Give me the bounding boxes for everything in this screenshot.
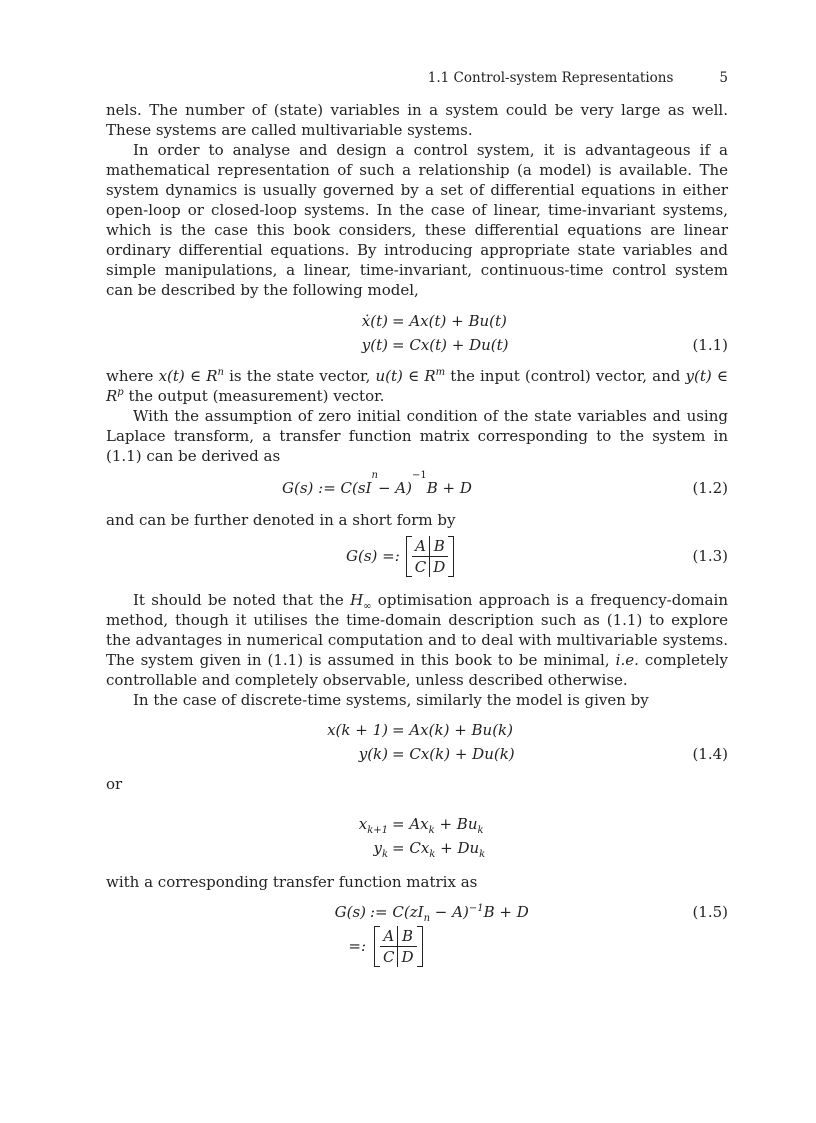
equation-1-4: x(k + 1) = Ax(k) + Bu(k) y(k) = Cx(k) + Du(k) (1.4) [106, 718, 728, 766]
paragraph: In order to analyse and design a control system, it is advantageous if a mathematical representation of such a relationship (a model) is available. The system dynamics is usually governed by a set of differential equations in either open-loop or closed-loop systems. In the case of linear, time-invariant systems, which is the case this book considers, these differential equations are linear ordinary differential equations. By introducing appropriate state variables and simple manipulations, a linear, time-invariant, continuous-time control system can be described by the following model, [106, 141, 728, 299]
paragraph: or [106, 775, 123, 793]
equation-number: (1.4) [692, 745, 728, 763]
paragraph: where x(t) ∈ $R^n$ is the state vector, u(t) ∈ $R^m$ the input (control) vector, and y(t) ∈ $R^p$ the output (measurement) vector. [106, 367, 729, 405]
paragraph: With the assumption of zero initial condition of the state variables and using Laplace transform, a transfer function matrix corresponding to the system in (1.1) can be derived as [106, 407, 728, 465]
paragraph: It should be noted that the $H_\infty$ optimisation approach is a frequency-domain method, though it utilises the time-domain description such as (1.1) to explore the advantages in numerical computation and to deal with multivariable systems. The system given in (1.1) is assumed in this book to be minimal, i.e. completely controllable and completely observable, unless described otherwise. [106, 591, 728, 689]
eq-rhs: = Ax(t) + Bu(t) [392, 312, 507, 330]
equation-number: (1.1) [692, 336, 728, 354]
eq-rhs: = Cx(t) + Du(t) [392, 336, 509, 354]
eq-lhs: y(t) [361, 336, 388, 354]
paragraph: nels. The number of (state) variables in a system could be very large as well. These systems are called multivariable systems. [106, 101, 728, 139]
running-head [106, 68, 728, 88]
paragraph: with a corresponding transfer function matrix as [106, 873, 478, 891]
block-matrix: A B C D [374, 926, 423, 967]
equation-number: (1.2) [692, 479, 728, 497]
equation-1-3: G(s) =: A B C D (1.3) [346, 536, 728, 576]
section-title: 1.1 Control-system Representations [427, 70, 674, 86]
equation-discrete: $x_{k+1}$ = $Ax_k + Bu_k$ $y_k$ = $Cx_k + Du_k$ [358, 815, 486, 860]
page-number: 5 [719, 70, 728, 86]
paragraph: and can be further denoted in a short form by [106, 511, 456, 529]
page [106, 68, 728, 968]
equation-1-1 [106, 309, 728, 357]
eq-lhs: ẋ(t) [361, 312, 388, 330]
equation-number: (1.5) [692, 903, 728, 921]
paragraph: In the case of discrete-time systems, similarly the model is given by [133, 691, 649, 709]
equation-number: (1.3) [692, 547, 728, 565]
equation-1-2: G(s) := C(sI n − A) −1 B + D (1.2) [106, 476, 728, 500]
equation-1-5: G(s) := $C(zI_n - A)^{-1}B + D$ =: A B C D (1.5) [106, 900, 728, 968]
block-matrix: A B C D [406, 536, 455, 577]
